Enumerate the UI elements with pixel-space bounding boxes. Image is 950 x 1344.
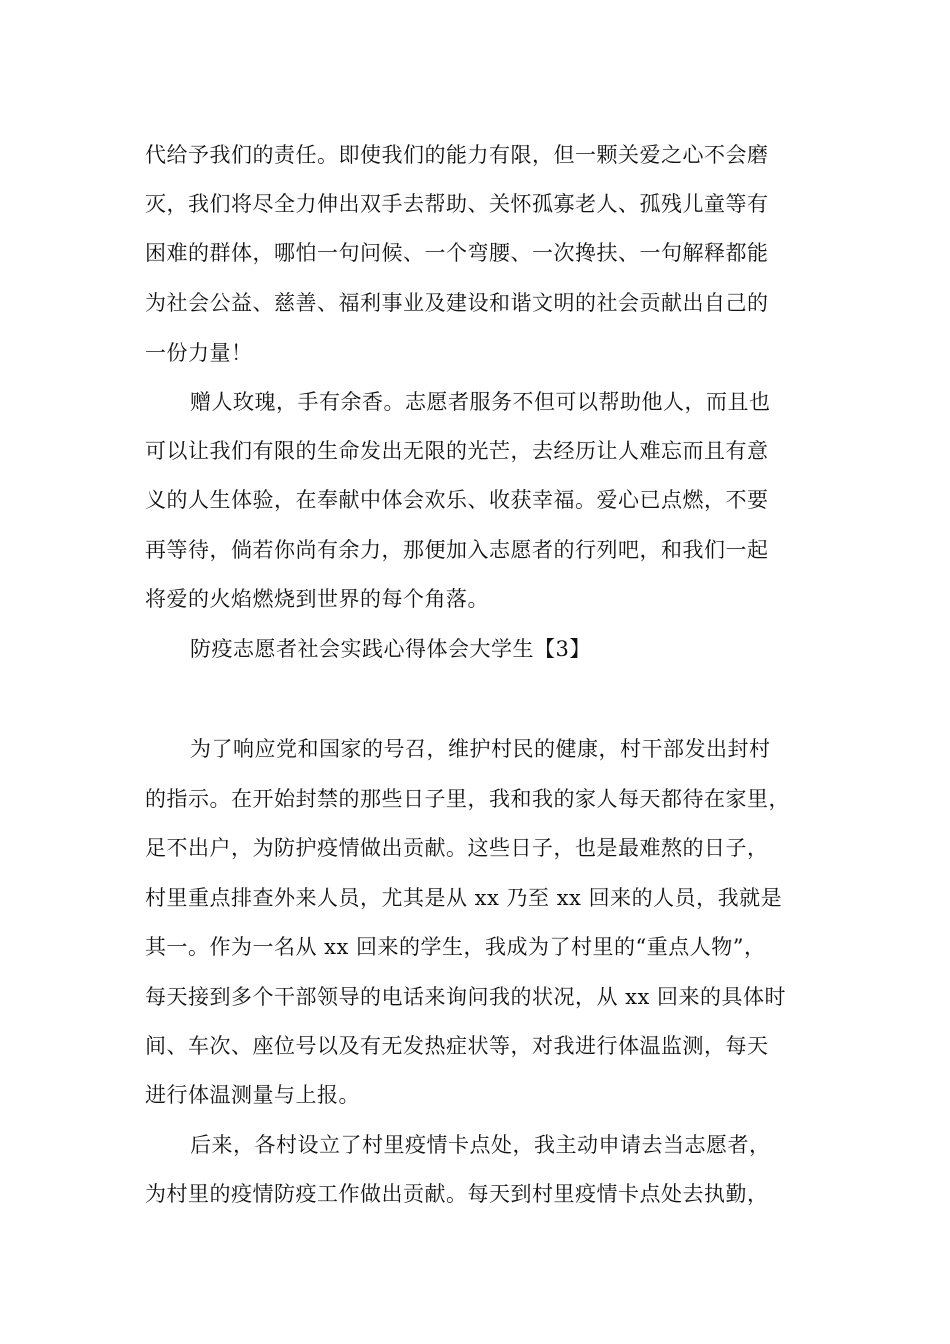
- paragraph-line: 为了响应党和国家的号召，维护村民的健康，村干部发出封村: [190, 737, 771, 761]
- paragraph-line: 困难的群体，哪怕一句问候、一个弯腰、一次搀扶、一句解释都能: [145, 241, 769, 265]
- section-heading: 防疫志愿者社会实践心得体会大学生【3】: [190, 637, 591, 661]
- paragraph-line: 进行体温测量与上报。: [145, 1083, 360, 1107]
- paragraph-line: 一份力量！: [145, 341, 253, 365]
- paragraph-line: 义的人生体验，在奉献中体会欢乐、收获幸福。爱心已点燃，不要: [145, 488, 769, 512]
- paragraph-line: 赠人玫瑰，手有余香。志愿者服务不但可以帮助他人，而且也: [190, 390, 771, 414]
- paragraph-line: 的指示。在开始封禁的那些日子里，我和我的家人每天都待在家里，: [145, 787, 790, 811]
- paragraph-line: 为村里的疫情防疫工作做出贡献。每天到村里疫情卡点处去执勤，: [145, 1182, 769, 1206]
- paragraph-line: 可以让我们有限的生命发出无限的光芒，去经历让人难忘而且有意: [145, 439, 769, 463]
- paragraph-line: 代给予我们的责任。即使我们的能力有限，但一颗关爱之心不会磨: [145, 143, 769, 167]
- paragraph-line: 灭，我们将尽全力伸出双手去帮助、关怀孤寡老人、孤残儿童等有: [145, 192, 769, 216]
- paragraph-line: 再等待，倘若你尚有余力，那便加入志愿者的行列吧，和我们一起: [145, 538, 769, 562]
- paragraph-line: 足不出户，为防护疫情做出贡献。这些日子，也是最难熬的日子，: [145, 836, 769, 860]
- paragraph-line: 为社会公益、慈善、福利事业及建设和谐文明的社会贡献出自己的: [145, 291, 769, 315]
- paragraph-line: 将爱的火焰燃烧到世界的每个角落。: [145, 587, 489, 611]
- paragraph-line: 其一。作为一名从 xx 回来的学生，我成为了村里的“重点人物”，: [145, 935, 766, 959]
- paragraph-line: 每天接到多个干部领导的电话来询问我的状况，从 xx 回来的具体时: [145, 985, 787, 1009]
- paragraph-line: 间、车次、座位号以及有无发热症状等，对我进行体温监测，每天: [145, 1034, 769, 1058]
- paragraph-line: 后来，各村设立了村里疫情卡点处，我主动申请去当志愿者，: [190, 1133, 771, 1157]
- paragraph-line: 村里重点排查外来人员，尤其是从 xx 乃至 xx 回来的人员，我就是: [145, 886, 783, 910]
